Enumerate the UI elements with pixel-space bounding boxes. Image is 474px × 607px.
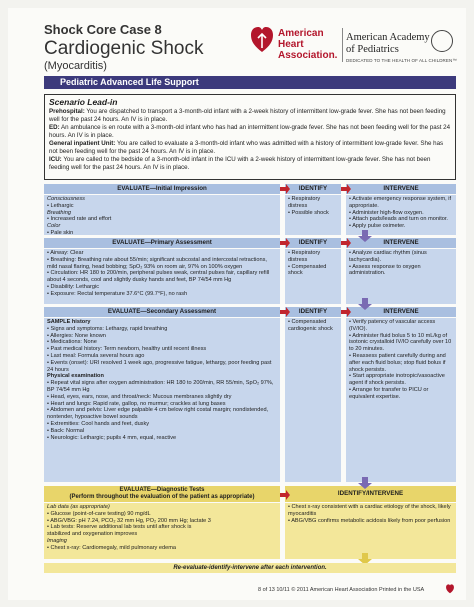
aha-heart-small-icon bbox=[445, 584, 455, 594]
arrow-down-icon bbox=[358, 230, 372, 242]
header-divider bbox=[342, 28, 343, 62]
initial-eval-header: EVALUATE—Initial Impression bbox=[44, 184, 280, 194]
arrow-right-icon bbox=[280, 490, 290, 500]
primary-identify-header: IDENTIFY bbox=[285, 238, 341, 248]
aha-heart-logo-icon bbox=[250, 26, 274, 54]
secondary-intervene-cell: • Verify patency of vascular access (IV/IO). • Administer fluid bolus 5 to 10 mL/kg of isotonic crystalloid IV/IO carefully over 10 to 20 minutes. • Reassess patient carefully during and after each fluid bolus; stop fluid bolus if shock persists. • Start appropriate inotropic/vasoactive agent if shock persists. • Arrange for transfer to PICU or equivalent expertise. bbox=[346, 318, 456, 482]
diagnostic-eval-header: EVALUATE—Diagnostic Tests (Perform throughout the evaluation of the patient as appropriate) bbox=[44, 486, 280, 502]
page-subtitle: (Myocarditis) bbox=[44, 60, 107, 72]
primary-intervene-cell: • Analyze cardiac rhythm (sinus tachycardia). • Assess response to oxygen administration. bbox=[346, 249, 456, 304]
reevaluate-note: Re-evaluate-identify-intervene after each intervention. bbox=[44, 563, 456, 573]
primary-intervene-header: INTERVENE bbox=[346, 238, 456, 248]
arrow-right-icon bbox=[341, 184, 351, 194]
initial-identify-header: IDENTIFY bbox=[285, 184, 341, 194]
secondary-intervene-header: INTERVENE bbox=[346, 307, 456, 317]
arrow-right-icon bbox=[341, 307, 351, 317]
initial-intervene-header: INTERVENE bbox=[346, 184, 456, 194]
secondary-identify-cell: • Compensated cardiogenic shock bbox=[285, 318, 341, 482]
arrow-right-icon bbox=[280, 307, 290, 317]
aap-name: American Academy of Pediatrics bbox=[346, 32, 430, 55]
diagnostic-ii-cell: • Chest x-ray consistent with a cardiac etiology of the shock, likely myocarditis • ABG/VBG confirms metabolic acidosis likely from poor perfusion bbox=[285, 503, 456, 559]
aha-name: American Heart Association. bbox=[278, 28, 338, 61]
diagnostic-tests-section bbox=[44, 486, 456, 560]
primary-eval-cell: • Airway: Clear • Breathing: Breathing rate about 55/min; significant subcostal and intercostal retractions, mild nasal flaring, head bobbing; SpO₂ 93% on room air, 97% on 100% oxygen • Circulation: HR 180 to 200/min, peripheral pulses weak, central pulses fair, capillary refill about 4 seconds, cool and slightly dusky hands and feet, BP 74/54 mm Hg • Disability: Lethargic • Exposure: Rectal temperature 37.6°C (99.7°F), no rash bbox=[44, 249, 280, 304]
document-page bbox=[8, 8, 466, 600]
arrow-down-icon bbox=[358, 477, 372, 489]
primary-identify-cell: • Respiratory distress • Compensated shock bbox=[285, 249, 341, 304]
pals-banner: Pediatric Advanced Life Support bbox=[44, 76, 456, 89]
page-title: Cardiogenic Shock bbox=[44, 38, 204, 59]
lead-in-ed: ED: An ambulance is en route with a 3-month-old infant who has had an intermittent low-grade fever. She has not been feeding well for the past 24 hours. An IV is in place. bbox=[49, 124, 451, 139]
primary-eval-header: EVALUATE—Primary Assessment bbox=[44, 238, 280, 248]
arrow-right-icon bbox=[341, 238, 351, 248]
arrow-right-icon bbox=[280, 238, 290, 248]
initial-intervene-cell: • Activate emergency response system, if appropriate. • Administer high-flow oxygen. • Attach pads/leads and turn on monitor. • Apply pulse oximeter. bbox=[346, 195, 456, 235]
diagnostic-ii-header: IDENTIFY/INTERVENE bbox=[285, 486, 456, 502]
case-label: Shock Core Case 8 bbox=[44, 22, 162, 37]
page-footer: 8 of 13 10/11 © 2011 American Heart Association Printed in the USA bbox=[258, 587, 425, 593]
aap-seal-icon bbox=[431, 30, 453, 52]
lead-in-prehospital: Prehospital: You are dispatched to transport a 3-month-old infant with a 2-week history of intermittent low-grade fever. She has not been feeding well for the past 24 hours. An IV is in place. bbox=[49, 108, 446, 123]
secondary-eval-header: EVALUATE—Secondary Assessment bbox=[44, 307, 280, 317]
initial-impression-section bbox=[44, 184, 456, 236]
lead-in-icu: ICU: You are called to the bedside of a 3-month-old infant in the ICU with a 2-week history of intermittent low-grade fever. She has not been feeding well for the past 24 hours. An IV is in place. bbox=[49, 156, 431, 171]
arrow-down-icon bbox=[358, 298, 372, 310]
primary-assessment-section bbox=[44, 238, 456, 304]
scenario-lead-in bbox=[44, 94, 456, 180]
secondary-eval-cell: SAMPLE history • Signs and symptoms: Lethargy, rapid breathing • Allergies: None known • Medications: None • Past medical history: Term newborn, healthy until recent illness • Last meal: Formula several hours ago • Events (onset): URI resolved 1 week ago, progressive fatigue, lethargy, poor feeding past 24 hours Physical examination • Repeat vital signs after oxygen administration: HR 180 to 200/min, RR 55/min, SpO₂ 97%, BP 74/54 mm Hg • Head, eyes, ears, nose, and throat/neck: Mucous membranes slightly dry • Heart and lungs: Rapid rate, gallop, no murmur; crackles at lung bases • Abdomen and pelvis: Liver edge palpable 4 cm below right costal margin; nondistended, nontender, hypoactive bowel sounds • Extremities: Cool hands and feet, dusky • Back: Normal • Neurologic: Lethargic; pupils 4 mm, equal, reactive bbox=[44, 318, 280, 482]
lead-in-inpatient: General inpatient Unit: You are called to evaluate a 3-month-old infant who was admitted with a history of intermittent low-grade fever. She has not been feeding well for the past 24 hours. An IV is in place. bbox=[49, 140, 444, 155]
initial-eval-cell: Consciousness • Lethargic Breathing • Increased rate and effort Color • Pale skin bbox=[44, 195, 280, 235]
lead-in-title: Scenario Lead-in bbox=[49, 97, 118, 107]
initial-identify-cell: • Respiratory distress • Possible shock bbox=[285, 195, 341, 235]
aap-tagline: DEDICATED TO THE HEALTH OF ALL CHILDREN™ bbox=[346, 58, 457, 63]
diagnostic-eval-cell: Lab data (as appropriate) • Glucose (point-of-care testing) 90 mg/dL • ABG/VBG: pH 7.24, PCO₂ 32 mm Hg, PO₂ 200 mm Hg; lactate 3 • Lab tests: Reserve additional lab tests until after shock is stabilized and oxygenation improves Imaging • Chest x-ray: Cardiomegaly, mild pulmonary edema bbox=[44, 503, 280, 559]
arrow-right-icon bbox=[280, 184, 290, 194]
secondary-assessment-section bbox=[44, 307, 456, 483]
secondary-identify-header: IDENTIFY bbox=[285, 307, 341, 317]
